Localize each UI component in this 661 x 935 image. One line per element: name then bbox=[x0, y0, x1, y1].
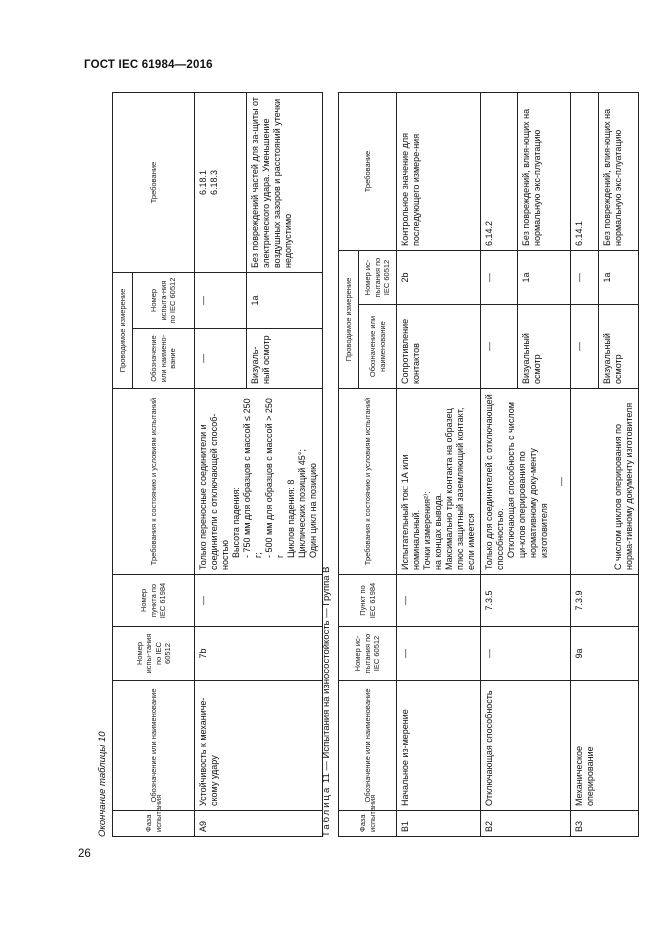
header-requirements-state: Требования к состоянию и условиям испытаний bbox=[113, 389, 195, 575]
condition-line: — bbox=[556, 477, 566, 486]
cell-designation: Отключающая способность bbox=[481, 681, 571, 811]
cell-meas-designation: Визуаль-ный осмотр bbox=[246, 329, 322, 389]
header-meas-no: Номер испыта-ния по IEC 60512 bbox=[133, 273, 195, 329]
table-11-container bbox=[320, 93, 634, 837]
table-11-caption bbox=[320, 93, 338, 837]
cell-test-no: 7b bbox=[195, 627, 323, 681]
cell-requirement: Контрольное значение для последующего измере-ния bbox=[397, 93, 481, 251]
cell-meas-no: 1a bbox=[246, 273, 322, 329]
cell-clause: 7.3.5 bbox=[481, 575, 571, 627]
cell-meas-no: — bbox=[195, 273, 247, 329]
requirement-line: 6.18.1 bbox=[198, 169, 208, 196]
cell-meas-no: 2b bbox=[397, 251, 481, 305]
cell-requirement: 6.14.2 bbox=[481, 93, 518, 251]
condition-line: Циклов падения: 8 bbox=[286, 479, 296, 558]
header-designation: Обозначение или наименование bbox=[339, 681, 397, 811]
header-requirements-state: Требования к состоянию и условиям испытаний bbox=[339, 389, 397, 575]
cell-requirement bbox=[195, 93, 247, 273]
cell-phase: B2 bbox=[481, 811, 571, 837]
header-requirement: Требование bbox=[339, 93, 397, 251]
condition-line: Только переносные соединители и соединители с отключающей способ-ностью bbox=[198, 413, 230, 570]
cell-meas-designation: — bbox=[195, 329, 247, 389]
header-measurement: Проводимое измерение bbox=[113, 273, 133, 389]
cell-meas-no: — bbox=[571, 251, 599, 305]
cell-designation: Механическое оперирование bbox=[571, 681, 639, 811]
cell-test-no: — bbox=[397, 627, 481, 681]
cell-clause: 7.3.9 bbox=[571, 575, 639, 627]
cell-meas-no: 1a bbox=[518, 251, 571, 305]
requirement-line: 6.18.3 bbox=[209, 169, 219, 196]
header-test-no: Номер испы-тания по IEC 60512 bbox=[113, 627, 195, 681]
header-meas-no: Номер ис-пытания по IEC 60512 bbox=[359, 251, 397, 305]
cell-conditions bbox=[571, 389, 639, 575]
condition-line: на концах вывода. bbox=[433, 492, 443, 570]
document-header: ГОСТ IEC 61984—2016 bbox=[84, 59, 213, 71]
cell-requirement: Без повреждений частей для за-щиты от электрического удара. Уменьшение воздушных зазоров и расстояний утечки недопустимо bbox=[246, 93, 322, 273]
table-10-caption: Окончание таблицы 10 bbox=[97, 731, 108, 837]
condition-line: Точки измерения²⁾: bbox=[422, 491, 432, 570]
header-designation: Обозначение или наименование bbox=[113, 681, 195, 811]
cell-requirement: Без повреждений, влия-ющих на нормальную экс-плуатацию bbox=[518, 93, 571, 251]
cell-phase: B3 bbox=[571, 811, 639, 837]
cell-meas-no: 1a bbox=[599, 251, 639, 305]
table-row bbox=[195, 93, 247, 837]
table-11-caption-label: Таблица bbox=[321, 785, 332, 837]
condition-line: - 750 мм для образцов с массой ≤ 250 г; bbox=[242, 398, 263, 558]
cell-conditions bbox=[397, 389, 481, 575]
condition-line: Высота падения: bbox=[231, 487, 241, 558]
cell-test-no: 9a bbox=[571, 627, 639, 681]
condition-line: Испытательный ток: 1А или номинальный. bbox=[400, 454, 421, 570]
cell-conditions bbox=[195, 389, 323, 575]
cell-conditions bbox=[481, 389, 571, 575]
cell-meas-no: — bbox=[481, 251, 518, 305]
cell-designation: Устойчивость к механиче-скому удару bbox=[195, 681, 323, 811]
table-11-caption-text: 11 — Испытания на износостойкость — Группа B bbox=[321, 566, 332, 784]
cell-meas-designation: Визуальный осмотр bbox=[518, 305, 571, 389]
header-measurement: Проводимое измерение bbox=[339, 251, 359, 389]
condition-line: Максимально три контакта на образец плюс защитный заземляющий контакт, если имеется bbox=[444, 407, 476, 570]
page-number: 26 bbox=[78, 848, 91, 860]
header-test-no: Номер ис-пытания по IEC 60512 bbox=[339, 627, 397, 681]
table-11 bbox=[338, 92, 639, 837]
cell-clause: — bbox=[195, 575, 323, 627]
condition-line: Один цикл на позицию bbox=[308, 463, 318, 558]
table-10-container bbox=[96, 93, 318, 837]
table-row bbox=[571, 93, 599, 837]
header-requirement: Требование bbox=[113, 93, 195, 273]
cell-meas-designation: Визуальный осмотр bbox=[599, 305, 639, 389]
header-meas-designation: Обозначение или наимено-вание bbox=[133, 329, 195, 389]
cell-meas-designation: — bbox=[481, 305, 518, 389]
cell-requirement: 6.14.1 bbox=[571, 93, 599, 251]
condition-line: Циклических позиций 45°; bbox=[297, 449, 307, 558]
cell-clause: — bbox=[397, 575, 481, 627]
cell-test-no: — bbox=[481, 627, 571, 681]
header-clause: Номер пункта по IEC 61984 bbox=[113, 575, 195, 627]
table-row bbox=[397, 93, 481, 837]
cell-requirement: Без повреждений, влия-ющих на нормальную экс-плуатацию bbox=[599, 93, 639, 251]
table-row bbox=[481, 93, 518, 837]
header-phase: Фаза испытания bbox=[113, 811, 195, 837]
cell-phase: A9 bbox=[195, 811, 323, 837]
table-10 bbox=[112, 92, 323, 837]
condition-line: С числом циклов оперирования по норма-тивному документу изготовителя bbox=[613, 402, 634, 570]
condition-line: Отключающая способность с числом ци-клов оперирования по нормативному доку-менту изготовителя bbox=[506, 402, 549, 558]
header-clause: Пункт по IEC 61984 bbox=[339, 575, 397, 627]
header-meas-designation: Обозначение или наименование bbox=[359, 305, 397, 389]
cell-meas-designation: Сопротивление контактов bbox=[397, 305, 481, 389]
cell-designation: Начальное из-мерение bbox=[397, 681, 481, 811]
condition-line: Только для соединителей с отключающей способностью. bbox=[484, 394, 505, 570]
condition-line: - 500 мм для образцов с массой > 250 г bbox=[264, 398, 285, 558]
cell-meas-designation: — bbox=[571, 305, 599, 389]
header-phase: Фаза испытания bbox=[339, 811, 397, 837]
cell-phase: B1 bbox=[397, 811, 481, 837]
